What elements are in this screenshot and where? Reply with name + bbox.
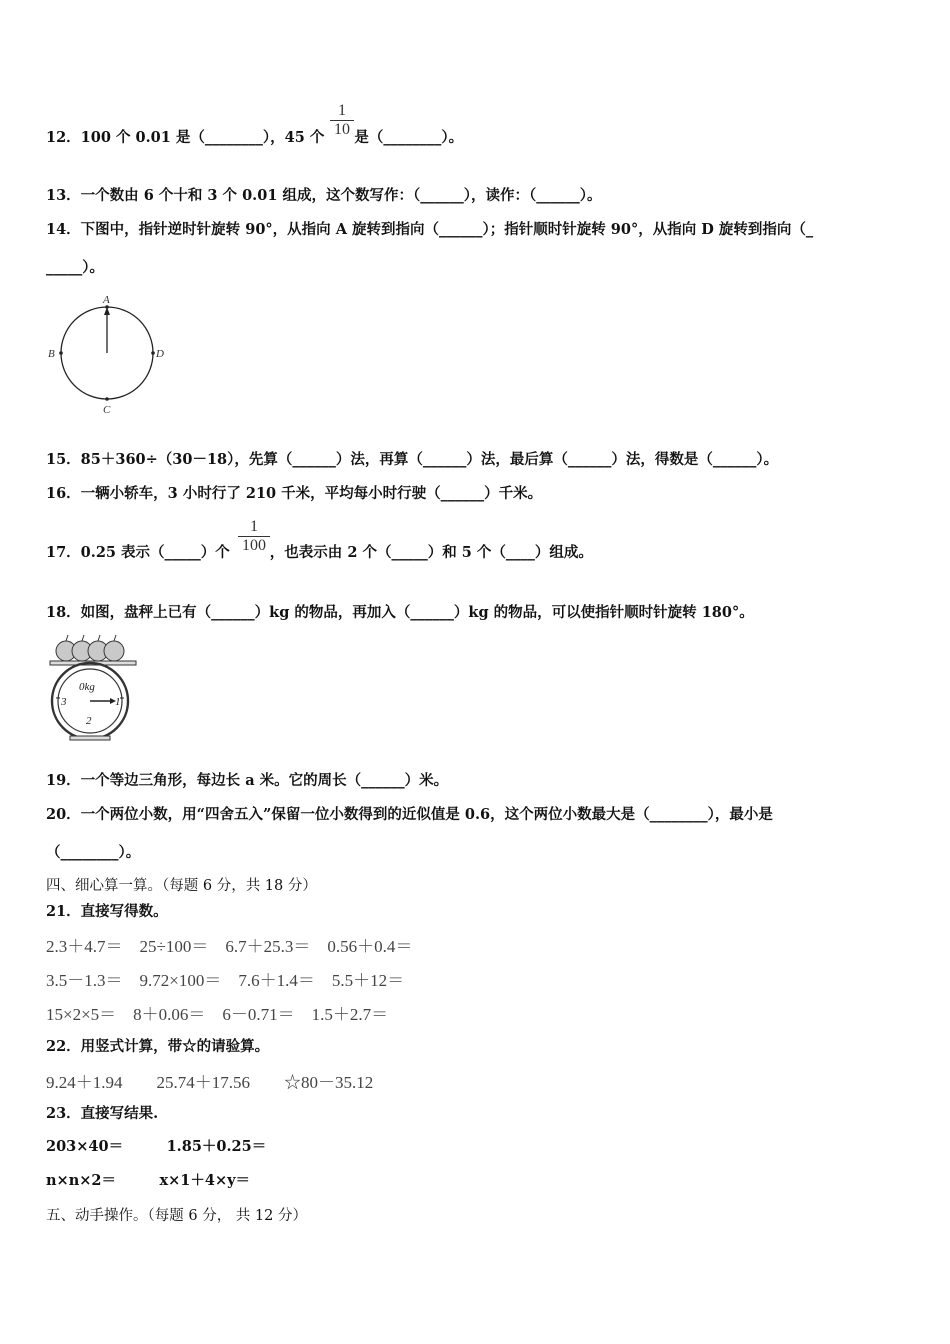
q22-row: 9.24＋1.94 25.74＋17.56 ☆80－35.12 bbox=[46, 1073, 374, 1092]
question-20-line-2: （________）。 bbox=[46, 844, 141, 861]
clock-label-a: A bbox=[103, 294, 110, 306]
q21-row-3: 15×2×5＝ 8＋0.06＝ 6－0.71＝ 1.5＋2.7＝ bbox=[46, 1005, 389, 1024]
q23-row-2: n×n×2＝ x×1＋4×y＝ bbox=[46, 1172, 251, 1189]
scale-label-right: 1 bbox=[115, 696, 121, 708]
apple-icon bbox=[104, 641, 124, 661]
section-5-title: 五、动手操作。（每题 6 分， 共 12 分） bbox=[46, 1208, 307, 1224]
clock-label-b: B bbox=[48, 348, 55, 360]
clock-label-d: D bbox=[156, 348, 164, 360]
question-15: 15．85＋360÷（30－18），先算（______）法，再算（______）法，最后算（______）法，得数是（______）。 bbox=[46, 451, 779, 468]
clock-figure bbox=[44, 290, 174, 418]
question-12: 12．100 个 0.01 是（________），45 个 是（________）。 bbox=[46, 129, 464, 146]
fraction-1-10: 1 10 bbox=[330, 102, 354, 139]
scale-label-left: 3 bbox=[61, 696, 67, 708]
scale-label-bottom: 2 bbox=[86, 715, 92, 727]
question-18: 18．如图，盘秤上已有（______）kg 的物品，再加入（______）kg 的物品，可以使指针顺时针旋转 180°。 bbox=[46, 604, 754, 621]
question-20-line-1: 20．一个两位小数，用“四舍五入”保留一位小数得到的近似值是 0.6，这个两位小数最大是（________），最小是 bbox=[46, 806, 773, 823]
question-23-title: 23．直接写结果. bbox=[46, 1105, 159, 1122]
question-17: 17．0.25 表示（_____）个 ，也表示由 2 个（_____）和 5 个（____）组成。 bbox=[46, 544, 593, 561]
scale-figure bbox=[44, 632, 144, 744]
section-4-title: 四、细心算一算。（每题 6 分，共 18 分） bbox=[46, 878, 317, 894]
q21-row-1: 2.3＋4.7＝ 25÷100＝ 6.7＋25.3＝ 0.56＋0.4＝ bbox=[46, 937, 413, 956]
scale-label-top: 0kg bbox=[79, 681, 95, 693]
question-21-title: 21．直接写得数。 bbox=[46, 903, 168, 920]
question-14-line-2: _____）。 bbox=[46, 259, 104, 276]
question-19: 19．一个等边三角形，每边长 a 米。它的周长（______）米。 bbox=[46, 772, 449, 789]
question-13: 13．一个数由 6 个十和 3 个 0.01 组成，这个数写作：（______），读作：（______）。 bbox=[46, 187, 602, 204]
q21-row-2: 3.5－1.3＝ 9.72×100＝ 7.6＋1.4＝ 5.5＋12＝ bbox=[46, 971, 405, 990]
clock-label-c: C bbox=[103, 404, 111, 416]
question-14-line-1: 14．下图中，指针逆时针旋转 90°，从指向 A 旋转到指向（______）；指针顺时针旋转 90°，从指向 D 旋转到指向（_ bbox=[46, 221, 814, 238]
q23-row-1: 203×40＝ 1.85＋0.25＝ bbox=[46, 1138, 267, 1155]
question-22-title: 22．用竖式计算，带☆的请验算。 bbox=[46, 1038, 270, 1055]
question-16: 16．一辆小轿车，3 小时行了 210 千米，平均每小时行驶（______）千米。 bbox=[46, 485, 543, 502]
scale-base bbox=[70, 736, 110, 740]
fraction-1-100: 1 100 bbox=[238, 518, 270, 555]
